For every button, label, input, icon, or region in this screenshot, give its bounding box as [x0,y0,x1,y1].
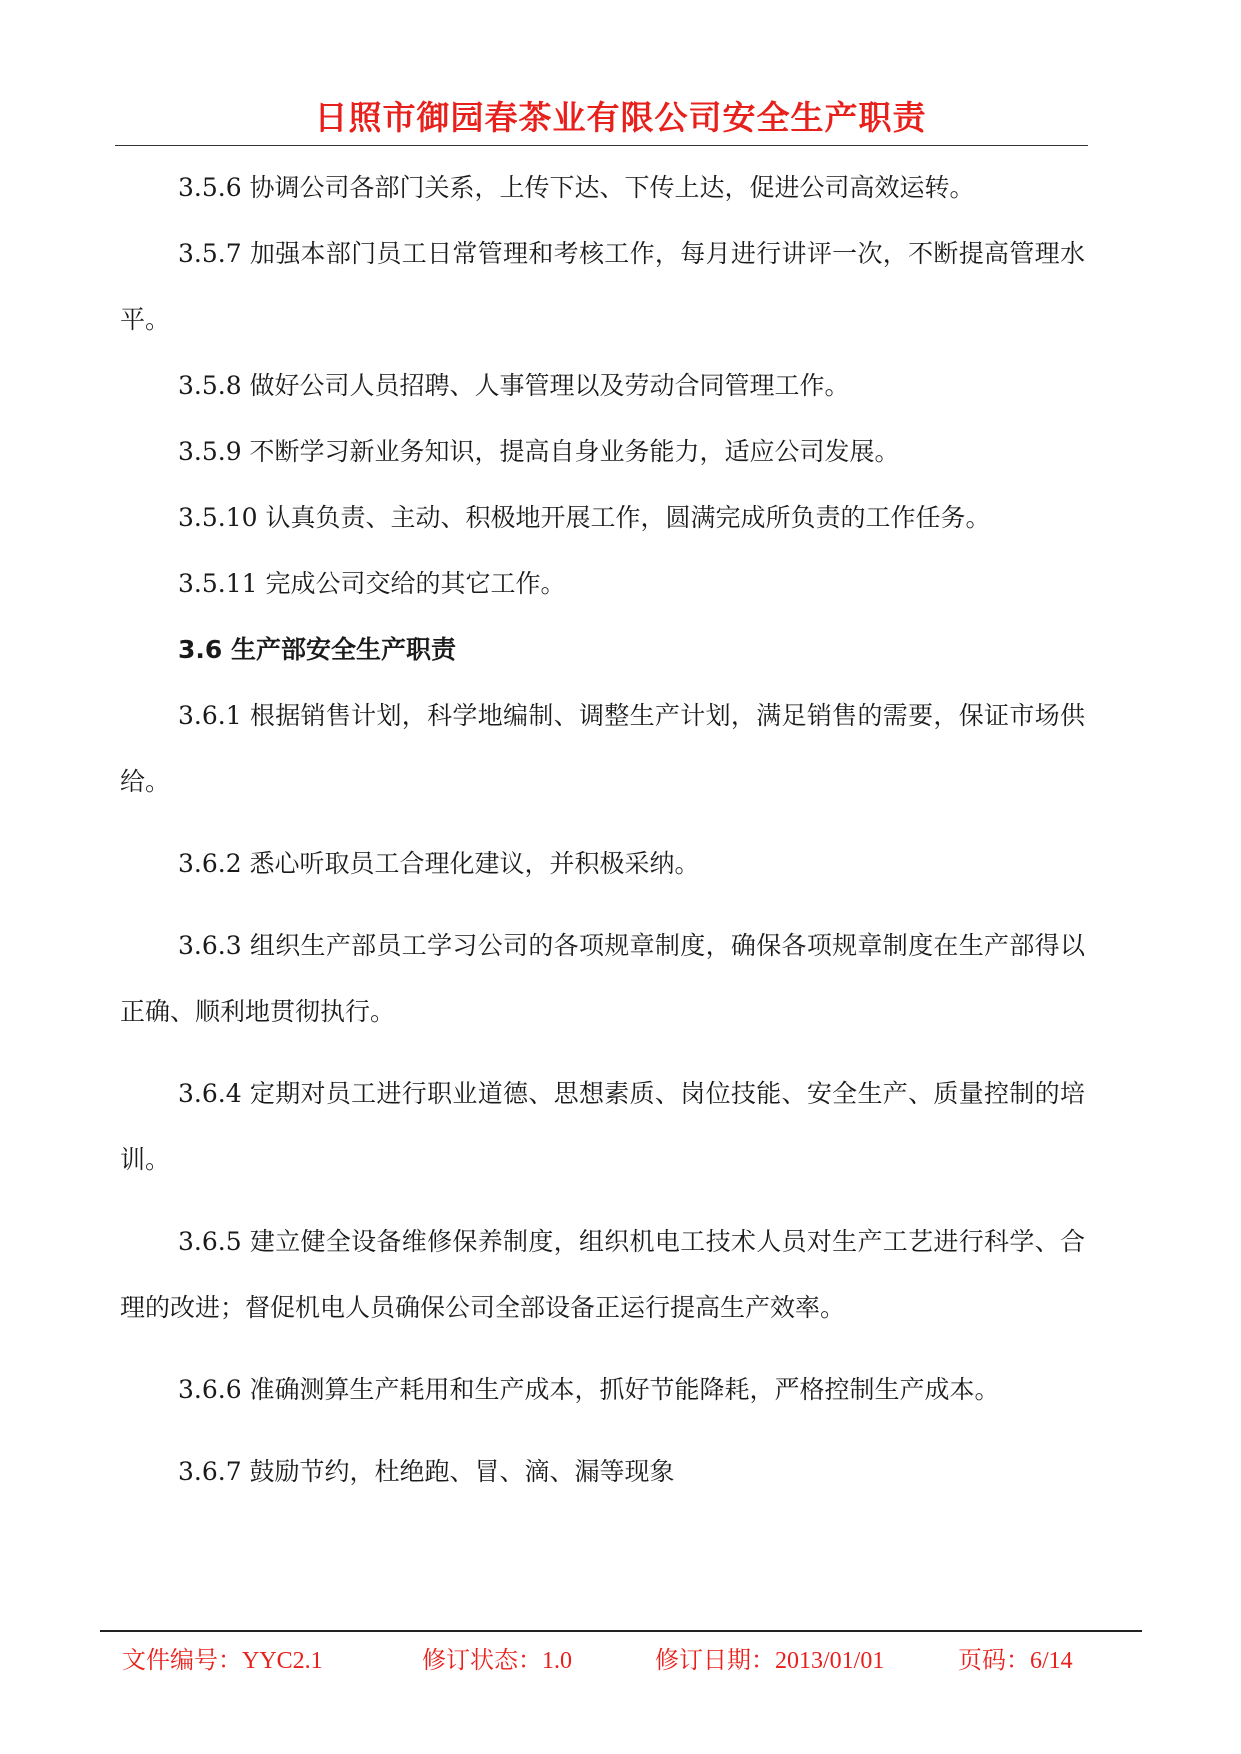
clause-3-5-6: 3.5.6 协调公司各部门关系，上传下达、下传上达，促进公司高效运转。 [178,173,975,202]
footer-revision-status: 修订状态：1.0 [422,1648,572,1674]
section-heading-3-6: 3.6 生产部安全生产职责 [178,635,456,664]
footer-revision-date: 修订日期：2013/01/01 [655,1648,885,1674]
footer-divider [100,1630,1142,1632]
clause-3-5-11: 3.5.11 完成公司交给的其它工作。 [178,569,566,598]
clause-3-6-1: 3.6.1 根据销售计划，科学地编制、调整生产计划，满足销售的需要，保证市场供给。 [120,701,1085,796]
clause-3-6-6: 3.6.6 准确测算生产耗用和生产成本，抓好节能降耗，严格控制生产成本。 [178,1375,1000,1404]
clause-3-5-9: 3.5.9 不断学习新业务知识，提高自身业务能力，适应公司发展。 [178,437,900,466]
page-footer [0,1640,1241,1676]
clause-3-6-4: 3.6.4 定期对员工进行职业道德、思想素质、岗位技能、安全生产、质量控制的培训。 [120,1079,1085,1174]
clause-3-6-5: 3.6.5 建立健全设备维修保养制度，组织机电工技术人员对生产工艺进行科学、合理的改进；督促机电人员确保公司全部设备正运行提高生产效率。 [120,1227,1085,1322]
clause-3-6-7: 3.6.7 鼓励节约，杜绝跑、冒、滴、漏等现象 [178,1457,675,1486]
clause-3-6-3: 3.6.3 组织生产部员工学习公司的各项规章制度，确保各项规章制度在生产部得以正确、顺利地贯彻执行。 [120,931,1085,1026]
header-divider [115,145,1088,146]
clause-3-5-8: 3.5.8 做好公司人员招聘、人事管理以及劳动合同管理工作。 [178,371,850,400]
clause-3-5-10: 3.5.10 认真负责、主动、积极地开展工作，圆满完成所负责的工作任务。 [178,503,991,532]
document-body [120,155,1085,1505]
clause-3-5-7: 3.5.7 加强本部门员工日常管理和考核工作，每月进行讲评一次，不断提高管理水平。 [120,239,1085,334]
page-header-title: 日照市御园春茶业有限公司安全生产职责 [314,98,927,137]
footer-doc-number: 文件编号：YYC2.1 [122,1648,323,1674]
clause-3-6-2: 3.6.2 悉心听取员工合理化建议，并积极采纳。 [178,849,700,878]
footer-page-number: 页码：6/14 [958,1648,1073,1674]
